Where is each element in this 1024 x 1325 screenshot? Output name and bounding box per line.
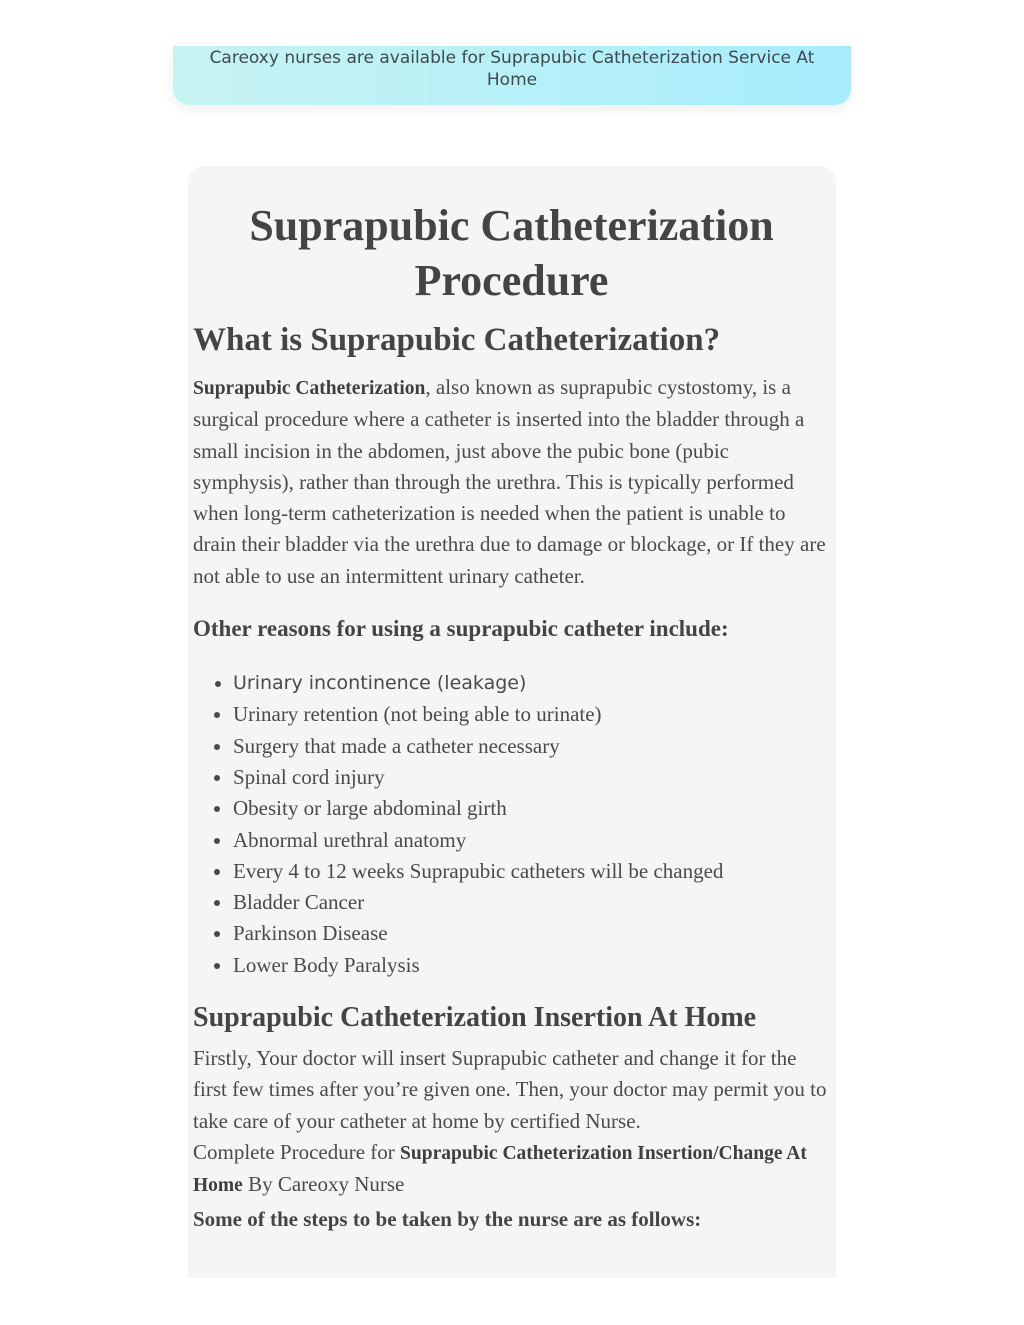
list-item: • Urinary retention (not being able to urinate) [233, 699, 830, 730]
article-card [188, 166, 836, 1278]
list-item: • Every 4 to 12 weeks Suprapubic catheters will be changed [233, 856, 830, 887]
list-item: • Spinal cord injury [233, 762, 830, 793]
list-item: • Urinary incontinence (leakage) [233, 668, 830, 699]
what-is-paragraph [193, 372, 830, 592]
list-item: • Abnormal urethral anatomy [233, 825, 830, 856]
list-item: • Surgery that made a catheter necessary [233, 731, 830, 762]
banner-text: Careoxy nurses are available for Suprapubic Catheterization Service At Home [209, 48, 815, 90]
what-is-body: , also known as suprapubic cystostomy, is a surgical procedure where a catheter is inserted into the bladder through a small incision in the abdomen, just above the pubic bone (pubic symphysis), rather than through the urethra. This is typically performed when long-term catheterization is needed when the patient is unable to drain their bladder via the urethra due to damage or blockage, or If they are not able to use an intermittent urinary catheter. [193, 375, 826, 588]
what-is-heading: What is Suprapubic Catheterization? [193, 322, 721, 358]
insertion-paragraph [193, 1043, 830, 1201]
steps-heading: Some of the steps to be taken by the nurse are as follows: [193, 1206, 702, 1231]
insertion-heading: Suprapubic Catheterization Insertion At Home [193, 1002, 757, 1034]
page-title: Suprapubic Catheterization Procedure [249, 201, 774, 305]
procedure-suffix: By Careoxy Nurse [242, 1172, 405, 1197]
service-banner [173, 46, 851, 105]
reasons-heading: Other reasons for using a suprapubic catheter include: [193, 616, 729, 642]
list-item: • Parkinson Disease [233, 918, 830, 949]
what-is-term: Suprapubic Catheterization [193, 378, 426, 399]
list-item: • Bladder Cancer [233, 887, 830, 918]
list-item: • Obesity or large abdominal girth [233, 793, 830, 824]
procedure-prefix: Complete Procedure for [193, 1139, 401, 1164]
insertion-body: Firstly, Your doctor will insert Suprapubic catheter and change it for the first few times after you’re given one. Then, your doctor may permit you to take care of your catheter at home by certified Nurse. [193, 1046, 827, 1133]
list-item: • Lower Body Paralysis [233, 950, 830, 981]
reasons-list [193, 668, 830, 981]
procedure-bold: Suprapubic Catheterization Insertion/Change At Home [193, 1142, 807, 1197]
